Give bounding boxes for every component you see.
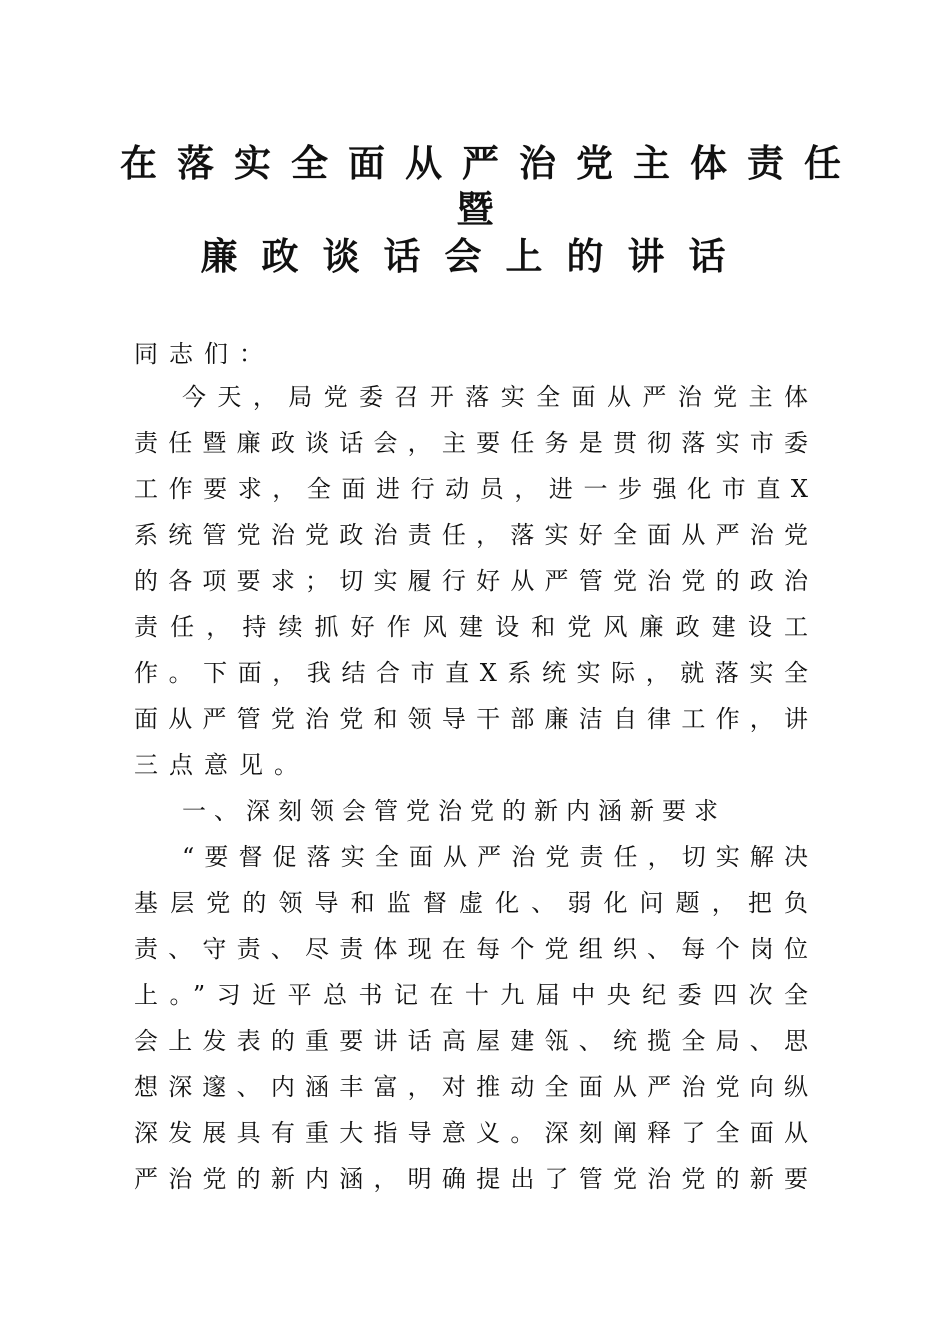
paragraph-2-line: 深发展具有重大指导意义。深刻阐释了全面从 <box>134 1119 808 1147</box>
paragraph-1-line: 的各项要求；切实履行好从严管党治党的政治 <box>134 567 808 595</box>
title-line-1: 在落实全面从严治党主体责任 <box>120 142 861 185</box>
paragraph-1-line: 系统管党治党政治责任，落实好全面从严治党 <box>134 521 808 549</box>
paragraph-1-line: 责任，持续抓好作风建设和党风廉政建设工 <box>134 613 808 641</box>
paragraph-1-line: 工作要求，全面进行动员，进一步强化市直X <box>134 475 808 503</box>
paragraph-2-line: 基层党的领导和监督虚化、弱化问题，把负 <box>134 889 808 917</box>
paragraph-1-line: 责任暨廉政谈话会，主要任务是贯彻落实市委 <box>134 429 808 457</box>
paragraph-1-line: 三点意见。 <box>134 751 309 779</box>
paragraph-2-line: 想深邃、内涵丰富，对推动全面从严治党向纵 <box>134 1073 808 1101</box>
paragraph-2-line: 会上发表的重要讲话高屋建瓴、统揽全局、思 <box>134 1027 808 1055</box>
paragraph-2-line: 责、守责、尽责体现在每个党组织、每个岗位 <box>134 935 808 963</box>
paragraph-1-line: 作。下面，我结合市直X系统实际，就落实全 <box>134 659 808 687</box>
paragraph-1-line: 面从严管党治党和领导干部廉洁自律工作，讲 <box>134 705 808 733</box>
title-line-3: 廉政谈话会上的讲话 <box>200 235 750 278</box>
section-1-heading: 一、深刻领会管党治党的新内涵新要求 <box>182 797 726 825</box>
paragraph-2-line: 上。”习近平总书记在十九届中央纪委四次全 <box>134 981 808 1009</box>
title-line-2: 暨 <box>456 188 494 231</box>
paragraph-2-line: “要督促落实全面从严治党责任，切实解决 <box>182 843 808 871</box>
salutation: 同志们： <box>134 340 274 368</box>
paragraph-1-line: 今天，局党委召开落实全面从严治党主体 <box>182 383 808 411</box>
paragraph-2-line: 严治党的新内涵，明确提出了管党治党的新要 <box>134 1165 808 1193</box>
